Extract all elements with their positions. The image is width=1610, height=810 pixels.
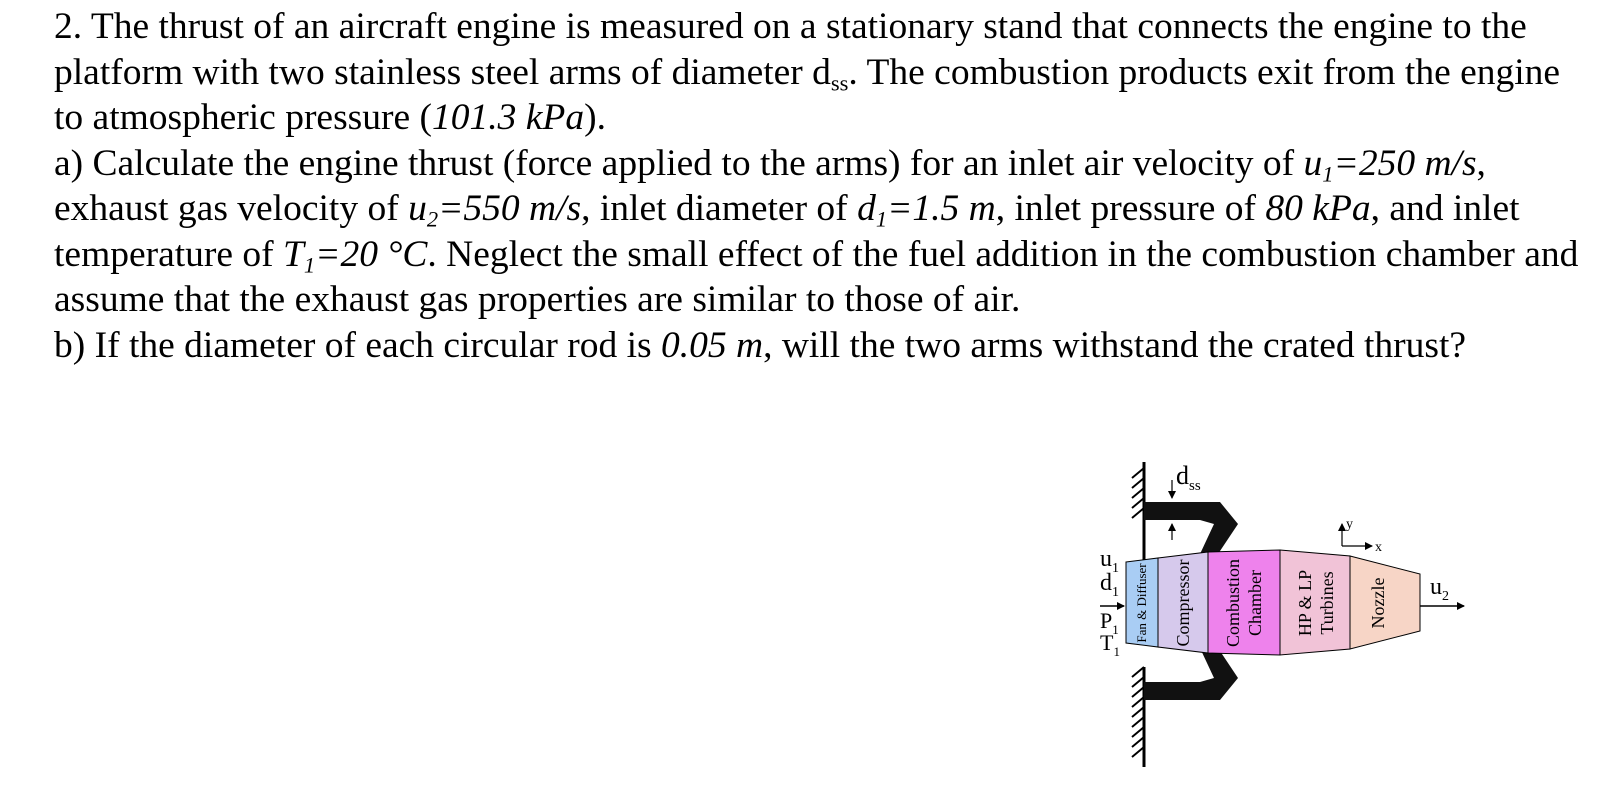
u2-value: $u_2=550$ m/s (408, 188, 582, 232)
stage-label-turbines: Turbines (1317, 571, 1337, 635)
p1-value: 80 kPa (1265, 188, 1371, 229)
stage-label-fan: Fan & Diffuser (1134, 563, 1149, 643)
stage-label-combustion: Combustion (1223, 558, 1243, 648)
problem-part-b: b) If the diameter of each circular rod is 0.05 m, will the two arms withstand the crated thrust? (54, 324, 1467, 366)
p1-label: $P_1$ (1100, 608, 1119, 637)
stage-label-compressor: Compressor (1173, 559, 1193, 647)
section-combustion-chamber (1208, 550, 1280, 655)
engine-stand-diagram (1100, 462, 1520, 802)
rod-diameter-value: 0.05 m (661, 324, 764, 366)
wall-hatching-top (1132, 468, 1144, 518)
stage-label-nozzle: Nozzle (1368, 577, 1388, 629)
support-arm-bottom (1144, 648, 1238, 700)
wall-hatching-bottom (1132, 667, 1144, 757)
u2-label: $u_2$ (1430, 574, 1449, 604)
d1-value: $d_1=1.5$ m (857, 188, 996, 232)
stage-label-chamber: Chamber (1245, 570, 1265, 636)
d1-label: $d_1$ (1100, 570, 1119, 600)
axis-y-label: y (1346, 517, 1353, 532)
u1-value: $u_1=250$ m/s (1303, 142, 1477, 186)
problem-statement (54, 4, 1594, 368)
dss-label: $d_{ss}$ (1176, 462, 1201, 494)
engine-diagram-svg (1100, 462, 1520, 802)
t1-label: $T_1$ (1100, 630, 1120, 659)
t1-value: $T_1=20$ °C (283, 233, 428, 277)
axis-x-label: x (1375, 540, 1382, 555)
u1-label: $u_1$ (1100, 546, 1119, 576)
support-arm-top (1144, 502, 1238, 554)
problem-part-a: a) Calculate the engine thrust (force applied to the arms) for an inlet air velocity of $u_1=250$ m/s, exhaust gas velocity of $u_2=550$ m/s, inlet diameter of $d_1=1.5$ m, inlet pressure of 80 kPa, and inlet temperature of $T_1=20$ °C. Neglect the small effect of the fuel addition in the combustion chamber and assume that the exhaust gas properties are similar to those of air. (54, 142, 1579, 320)
problem-intro: 2. The thrust of an aircraft engine is measured on a stationary stand that connects the engine to the platform with two stainless steel arms of diameter $d_{ss}$. The combustion products exit from the engine to atmospheric pressure (101.3 kPa). (54, 6, 1561, 138)
stage-label-hp-lp: HP & LP (1295, 569, 1315, 637)
section-turbines (1280, 550, 1350, 655)
